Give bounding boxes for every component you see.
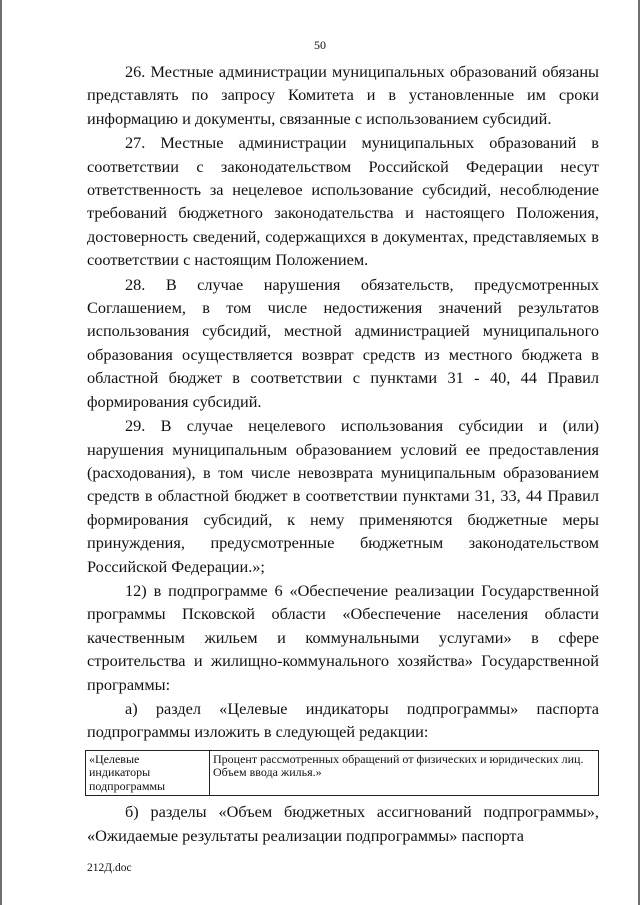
paragraph-b: б) разделы «Объем бюджетных ассигнований подпрограммы», «Ожидаемые результаты реализации подпрограммы» паспорта: [87, 802, 599, 845]
paragraph-27: 27. Местные администрации муниципальных образований в соответствии с законодательством Российской Федерации несут ответственность за нецелевое использование субсидий, несоблюдение требований бюджетного законодательства и настоящего Положения, достоверность сведений, содержащихся в документах, представляемых в соответствии с настоящим Положением.: [87, 133, 599, 270]
passport-table: [85, 750, 599, 797]
paragraph-29: 29. В случае нецелевого использования субсидии и (или) нарушения муниципальным образованием условий ее предоставления (расходования), в том числе невозврата муниципальным образованием средств в областной бюджет в соответствии пунктами 31, 33, 44 Правил формирования субсидий, к нему применяются бюджетные меры принуждения, предусмотренные бюджетным законодательством Российской Федерации.»;: [87, 416, 599, 576]
paragraph-a: а) раздел «Целевые индикаторы подпрограммы» паспорта подпрограммы изложить в следующей редакции:: [87, 698, 599, 742]
table-value-line: Процент рассмотренных обращений от физических и юридических лиц.: [213, 751, 584, 766]
page-number: 50: [314, 38, 326, 52]
footer-filename: 212Д.doc: [87, 862, 132, 874]
table-label-line: индикаторы: [89, 765, 151, 780]
paragraph-12: 12) в подпрограмме 6 «Обеспечение реализации Государственной программы Псковской области «Обеспечение населения области качественным жильем и коммунальными услугами» в сфере строительства и жилищно-коммунального хозяйства» Государственной программы:: [87, 580, 599, 694]
page-edge-left: [0, 0, 2, 905]
paragraph-26: 26. Местные администрации муниципальных образований обязаны представлять по запросу Комитета и в установленные им сроки информацию и документы, связанные с использованием субсидий.: [87, 62, 599, 128]
document-body: [87, 60, 599, 848]
table-label-line: подпрограммы: [89, 778, 166, 793]
table-value-cell: [210, 750, 599, 796]
table-label-line: «Целевые: [89, 751, 140, 766]
table-row: [86, 750, 599, 796]
table-value-line: Объем ввода жилья.»: [213, 765, 322, 780]
table-label-cell: [86, 750, 210, 796]
paragraph-28: 28. В случае нарушения обязательств, предусмотренных Соглашением, в том числе недостижения значений результатов использования субсидий, местной администрацией муниципального образования осуществляется возврат средств из местного бюджета в областной бюджет в соответствии с пунктами 31 - 40, 44 Правил формирования субсидий.: [87, 274, 599, 411]
